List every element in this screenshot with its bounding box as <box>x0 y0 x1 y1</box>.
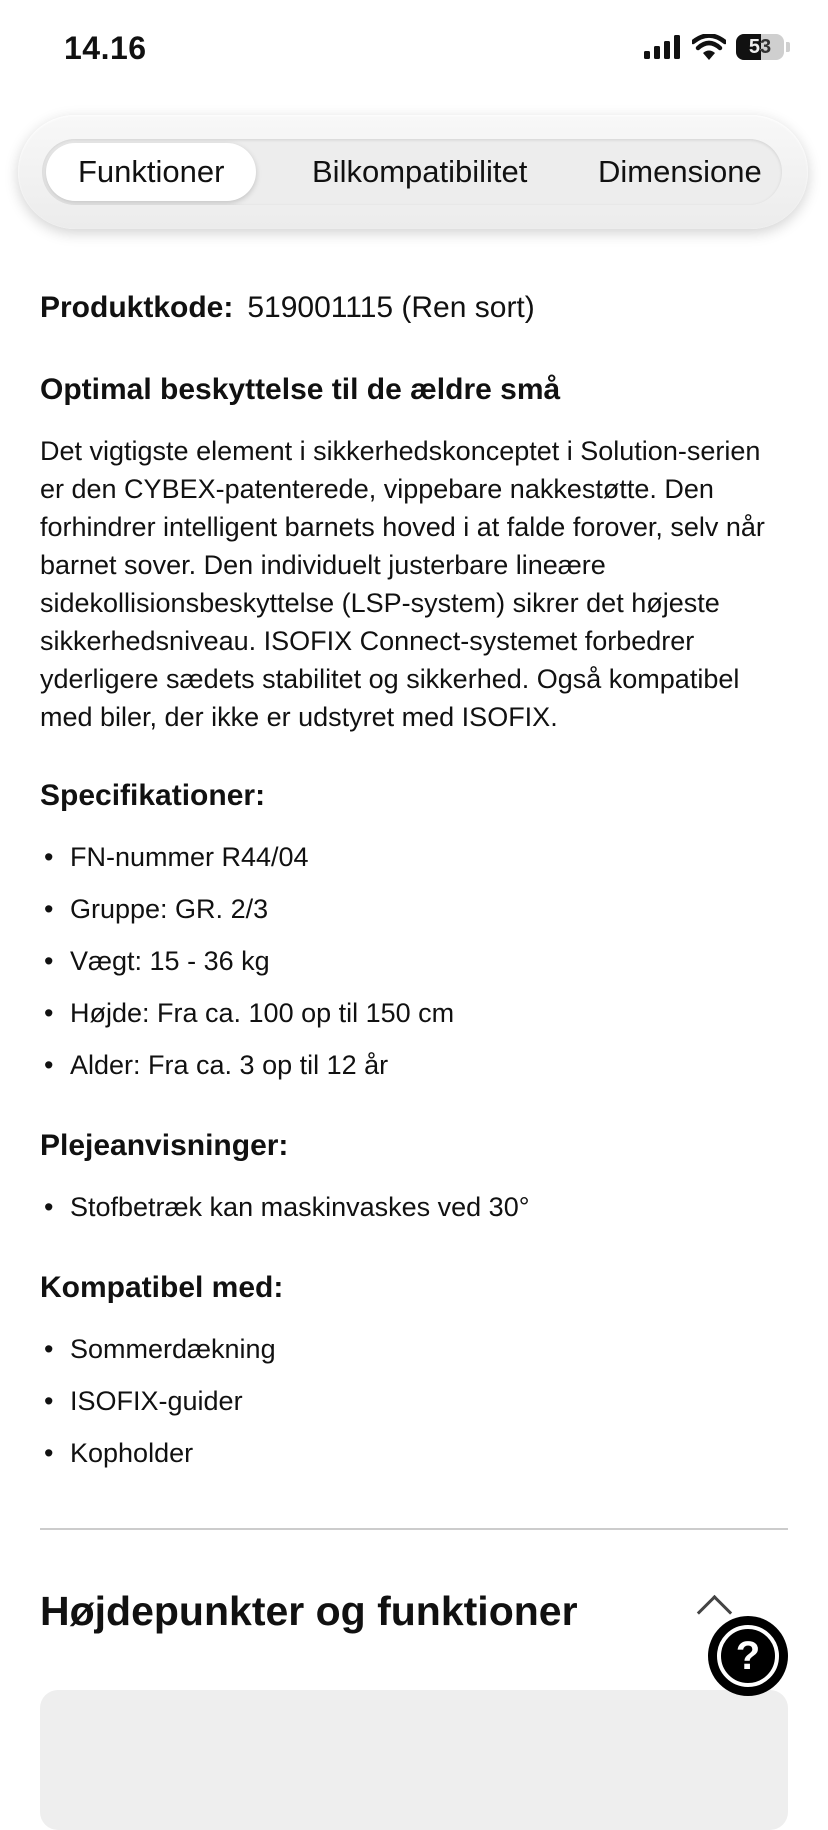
list-item: • Højde: Fra ca. 100 op til 150 cm <box>40 994 788 1046</box>
help-button[interactable] <box>708 1616 788 1696</box>
care-heading: Plejeanvisninger: <box>40 1129 289 1162</box>
battery-percent: 53 <box>748 35 772 58</box>
list-item: • Gruppe: GR. 2/3 <box>40 890 788 942</box>
compatible-list <box>40 1330 788 1486</box>
battery-icon <box>736 34 784 60</box>
intro-line: sikkerhedsniveau. ISOFIX Connect-systemet forbedrer <box>40 626 695 656</box>
intro-heading: Optimal beskyttelse til de ældre små <box>40 373 561 406</box>
section-divider <box>40 1528 788 1530</box>
list-item: • Kopholder <box>40 1434 788 1486</box>
intro-line: yderligere sædets stabilitet og sikkerhed. Også kompatibel <box>40 664 740 694</box>
intro-line: er den CYBEX-patenterede, vippebare nakkestøtte. Den <box>40 474 714 504</box>
intro-line: forhindrer intelligent barnets hoved i at falde forover, selv når <box>40 512 765 542</box>
care-section <box>40 1126 788 1166</box>
tab-funktioner[interactable]: Funktioner <box>46 143 256 201</box>
intro-line: barnet sover. Den individuelt justerbare lineære <box>40 550 606 580</box>
compatible-heading: Kompatibel med: <box>40 1271 284 1304</box>
list-item: • Alder: Fra ca. 3 op til 12 år <box>40 1046 788 1098</box>
intro-paragraph <box>40 432 788 736</box>
intro-line: med biler, der ikke er udstyret med ISOFIX. <box>40 702 558 732</box>
specifications-list <box>40 838 788 1098</box>
intro-line: sidekollisionsbeskyttelse (LSP-system) sikrer det højeste <box>40 588 720 618</box>
list-item: • ISOFIX-guider <box>40 1382 788 1434</box>
tab-bilkompatibilitet[interactable]: Bilkompatibilitet <box>312 154 528 189</box>
care-list <box>40 1188 788 1240</box>
list-item: • FN-nummer R44/04 <box>40 838 788 890</box>
list-item: • Sommerdækning <box>40 1330 788 1382</box>
compatible-section <box>40 1268 788 1308</box>
status-icons <box>644 34 790 60</box>
tab-bar <box>18 115 808 229</box>
list-item: • Vægt: 15 - 36 kg <box>40 942 788 994</box>
tab-dimensioner[interactable]: Dimensione <box>598 154 762 189</box>
specifications-heading: Specifikationer: <box>40 779 266 812</box>
tab-bar-track <box>42 139 782 205</box>
status-time: 14.16 <box>64 30 147 66</box>
intro-section <box>40 370 788 410</box>
wifi-icon <box>692 34 726 60</box>
product-code <box>40 288 788 328</box>
product-code-value: 519001115 (Ren sort) <box>247 291 535 324</box>
list-item: • Stofbetræk kan maskinvaskes ved 30° <box>40 1188 788 1240</box>
help-icon: ? <box>717 1625 779 1687</box>
specifications-section <box>40 776 788 816</box>
product-code-label: Produktkode: <box>40 291 234 324</box>
highlights-panel <box>40 1690 788 1830</box>
cellular-signal-icon <box>644 35 682 59</box>
highlights-accordion-title[interactable]: Højdepunkter og funktioner <box>40 1588 578 1634</box>
battery-nub <box>786 42 790 52</box>
status-bar <box>0 0 828 100</box>
intro-line: Det vigtigste element i sikkerhedskonceptet i Solution-serien <box>40 436 761 466</box>
